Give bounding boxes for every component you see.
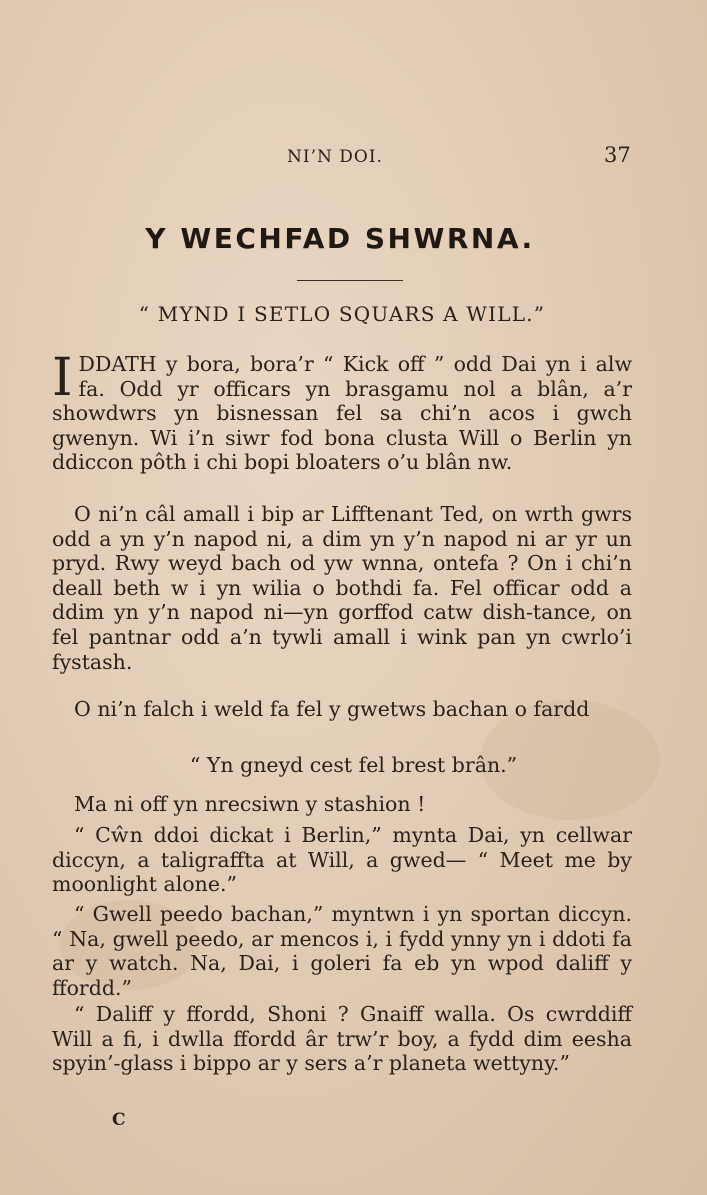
page-number: 37 [604,143,631,167]
paragraph-2: O ni’n câl amall i bip ar Lifftenant Ted, on wrth gwrs odd a yn y’n napod ni, a dim yn y’n napod ni ar yr un pryd. Rwy weyd bach od yw wnna, ontefa ? On i chi’n deall beth w i yn wilia o bothdi fa. Fel officar odd a ddim yn y’n napod ni—yn gorffod catw dish-tance, on fel pantnar odd a’n tywli amall i wink pan yn cwrlo’i fystash. [52,502,632,674]
paragraph-text: DDATH y bora, bora’r “ Kick off ” odd Dai yn i alw fa. Odd yr officars yn brasgamu nol a blân, a’r showdwrs yn bisnessan fel sa chi’n acos i gwch gwenyn. Wi i’n siwr fod bona clusta Will o Berlin yn ddiccon pôth i chi bopi bloaters o’u blân nw. [52,352,632,475]
paragraph-1 [52,348,632,475]
paragraph-3: O ni’n falch i weld fa fel y gwetws bachan o fardd [74,697,590,721]
running-head: NI’N DOI. [287,147,383,167]
page-header [0,143,707,173]
paragraph-6: “ Gwell peedo bachan,” myntwn i yn sportan diccyn. “ Na, gwell peedo, ar mencos i, i fydd ynny yn i ddoti fa ar y watch. Na, Dai, i goleri fa eb yn wpod daliff y ffordd.” [52,902,632,1000]
signature-mark: C [112,1110,126,1130]
drop-cap: I [52,348,73,408]
paragraph-7: “ Daliff y ffordd, Shoni ? Gnaiff walla. Os cwrddiff Will a fi, i dwlla ffordd âr trw’r boy, a fydd dim eesha spyin’-glass i bippo ar y sers a’r planeta wettyny.” [52,1002,632,1076]
chapter-title: Y WECHFAD SHWRNA. [145,222,535,255]
epigraph: “ MYND I SETLO SQUARS A WILL.” [138,302,546,326]
verse-quote: “ Yn gneyd cest fel brest brân.” [189,753,518,777]
paragraph-4: Ma ni off yn nrecsiwn y stashion ! [74,792,426,816]
title-rule [297,280,403,281]
paragraph-5: “ Cŵn ddoi dickat i Berlin,” mynta Dai, yn cellwar diccyn, a taligraffta at Will, a gwed— “ Meet me by moonlight alone.” [52,823,632,897]
